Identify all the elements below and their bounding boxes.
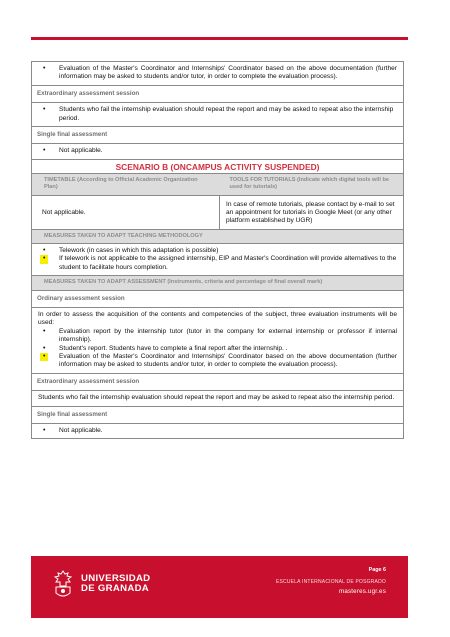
- scenario-title: SCENARIO B (ONCAMPUS ACTIVITY SUSPENDED): [32, 160, 403, 174]
- timetable-heading: TIMETABLE (According to Official Academic Organization Plan): [44, 177, 198, 191]
- single-assessment-bullets: [32, 144, 403, 159]
- university-line-1: UNIVERSIDAD: [81, 573, 151, 584]
- timetable-values: [32, 196, 403, 230]
- extraordinary-heading: Extraordinary assessment session: [32, 86, 403, 103]
- timetable-header: [32, 174, 403, 195]
- evaluation-bullets: [32, 62, 403, 86]
- ordinary-intro: In order to assess the acquisition of the contents and competencies of the subject, three evaluation instruments will be used:: [38, 310, 397, 327]
- list-item: • Evaluation report by the internship tutor (tutor in the company for external internship or professor if internal internship).: [38, 328, 397, 345]
- list-item: • Not applicable.: [38, 427, 397, 435]
- list-item: • If telework is not applicable to the assigned internship, EIP and Master's Coordination will provide alternatives to the student to facilitate hours completion.: [38, 255, 397, 272]
- list-item: • Evaluation of the Master's Coordinator and Internships' Coordinator based on the above documentation (further information may be asked to students and/or tutor, in order to complete the evaluation process).: [38, 353, 397, 370]
- university-crest-icon: [51, 570, 75, 600]
- assessment-heading: MEASURES TAKEN TO ADAPT ASSESSMENT (Instruments, criteria and percentage of final overall mark): [32, 276, 403, 290]
- university-name: [81, 574, 150, 595]
- university-line-2: DE GRANADA: [81, 583, 150, 595]
- website-link[interactable]: masteres.ugr.es: [338, 588, 386, 595]
- list-item: • Student's report. Students have to complete a final report after the internship. .: [38, 345, 397, 353]
- list-item: • Not applicable.: [38, 147, 397, 155]
- header-rule: [31, 37, 408, 40]
- single-assessment-heading-2: Single final assessment: [32, 407, 403, 424]
- school-name: ESCUELA INTERNACIONAL DE POSGRADO: [275, 579, 386, 585]
- guide-table: [31, 61, 404, 439]
- ordinary-heading: Ordinary assessment session: [32, 291, 403, 308]
- extraordinary-text: Students who fail the internship evaluation should repeat the report and may be asked to repeat also the internship period.: [32, 391, 403, 406]
- list-item: • Telework (in cases in which this adaptation is possible): [38, 247, 397, 255]
- extraordinary-bullets: [32, 103, 403, 127]
- list-item: • Evaluation of the Master's Coordinator and Internships' Coordinator based on the above documentation (further information may be asked to students and/or tutor, in order to complete the evaluation process).: [38, 65, 397, 82]
- single-assessment-bullets-2: [32, 424, 403, 438]
- tutorial-tools-heading: TOOLS FOR TUTORIALS (Indicate which digital tools will be used for tutorials): [229, 177, 390, 191]
- list-item: • Students who fail the internship evaluation should repeat the report and may be asked to repeat also the internship period.: [38, 106, 397, 123]
- ordinary-content: [32, 308, 403, 374]
- teaching-bullets: [32, 244, 403, 276]
- single-assessment-heading: Single final assessment: [32, 127, 403, 144]
- extraordinary-heading-2: Extraordinary assessment session: [32, 374, 403, 391]
- page-number: Page 6: [368, 567, 386, 573]
- tutorial-tools-value: In case of remote tutorials, please contact by e-mail to set an appointment for tutorials in Google Meet (or any other platform established by UGR): [226, 200, 395, 225]
- teaching-methodology-heading: MEASURES TAKEN TO ADAPT TEACHING METHODOLOGY: [32, 230, 403, 244]
- timetable-value: Not applicable.: [32, 196, 220, 229]
- footer-band: [31, 556, 408, 618]
